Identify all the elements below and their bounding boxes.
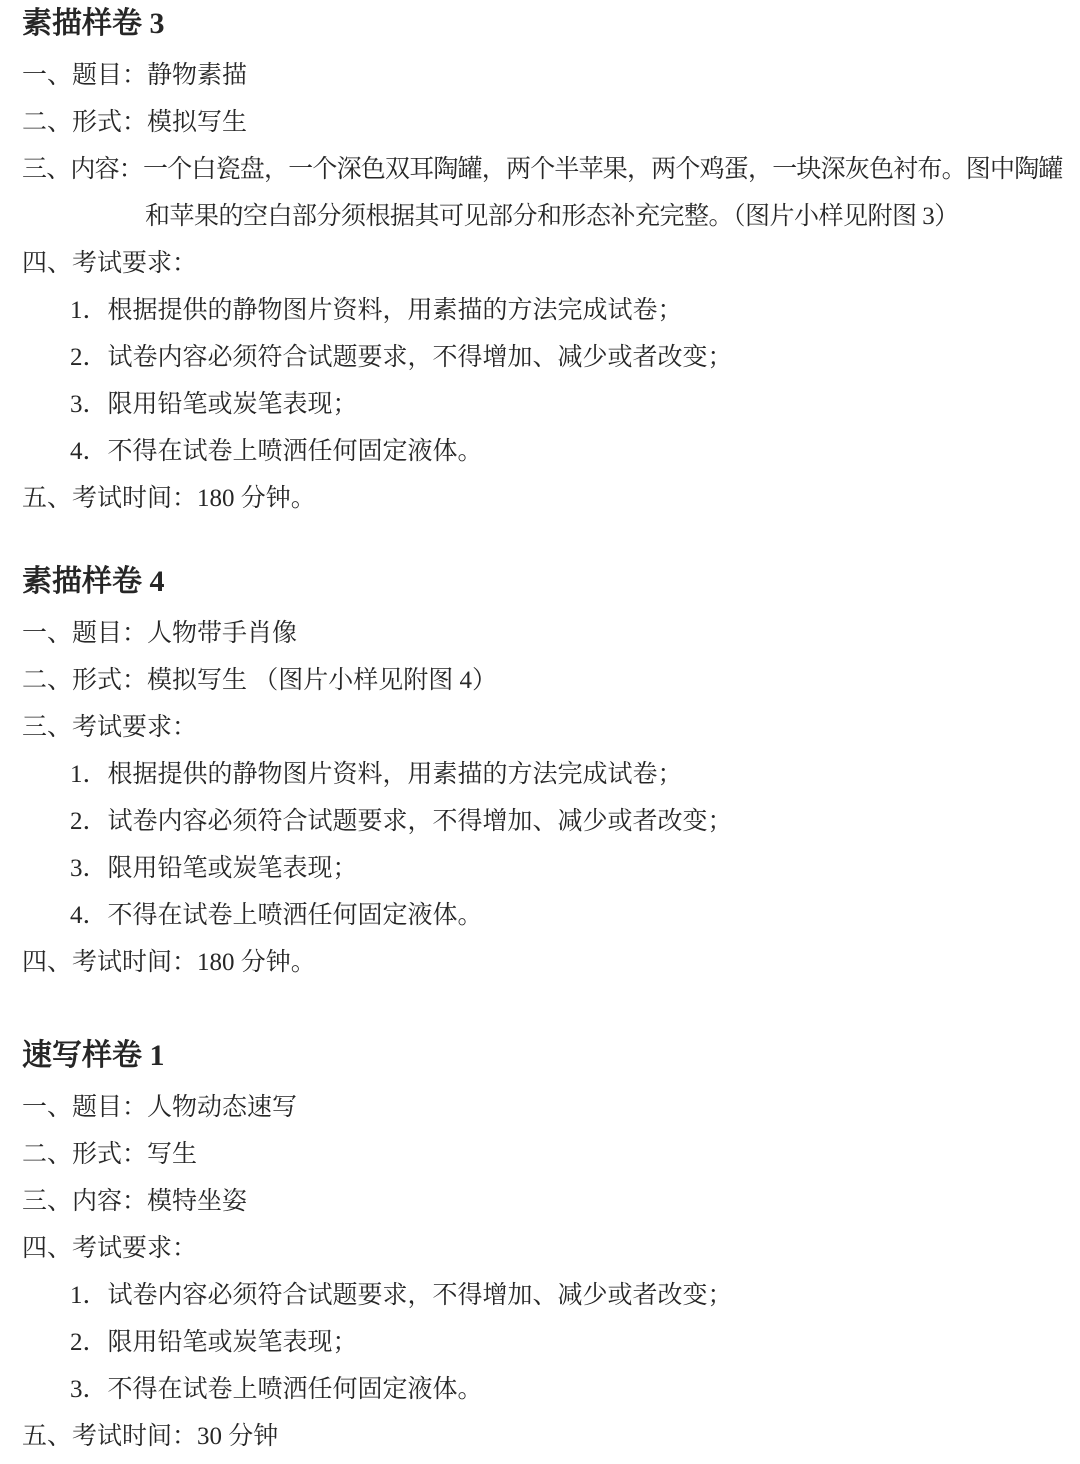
doc-line-duration: 四、考试时间：180 分钟。 xyxy=(22,949,316,976)
doc-line-duration: 五、考试时间：30 分钟 xyxy=(22,1423,279,1450)
section-heading: 速写样卷 1 xyxy=(22,1039,165,1072)
doc-line-req-3: 3．不得在试卷上喷洒任何固定液体。 xyxy=(70,1376,483,1403)
doc-line-requirements: 四、考试要求： xyxy=(22,250,198,277)
doc-line-content-cont: 和苹果的空白部分须根据其可见部分和形态补充完整。（图片小样见附图 3） xyxy=(145,203,959,230)
section-quicksketch-sample-1 xyxy=(22,1038,1064,1460)
doc-line-format: 二、形式：模拟写生 （图片小样见附图 4） xyxy=(22,667,498,694)
doc-line-req-1: 1．根据提供的静物图片资料，用素描的方法完成试卷； xyxy=(70,761,683,788)
doc-line-req-2: 2．试卷内容必须符合试题要求，不得增加、减少或者改变； xyxy=(70,808,733,835)
section-sketch-sample-3 xyxy=(22,6,1064,522)
doc-line-title: 一、题目：人物带手肖像 xyxy=(22,620,298,647)
doc-line-format: 二、形式：模拟写生 xyxy=(22,109,248,136)
doc-line-format: 二、形式：写生 xyxy=(22,1141,198,1168)
doc-line-requirements: 三、考试要求： xyxy=(22,714,198,741)
doc-line-content: 三、内容：模特坐姿 xyxy=(22,1188,248,1215)
doc-line-req-4: 4．不得在试卷上喷洒任何固定液体。 xyxy=(70,438,483,465)
doc-line-title: 一、题目：静物素描 xyxy=(22,62,248,89)
doc-line-req-1: 1．根据提供的静物图片资料，用素描的方法完成试卷； xyxy=(70,297,683,324)
doc-line-duration: 五、考试时间：180 分钟。 xyxy=(22,485,316,512)
section-heading: 素描样卷 4 xyxy=(22,565,165,598)
doc-line-req-3: 3．限用铅笔或炭笔表现； xyxy=(70,391,358,418)
doc-line-requirements: 四、考试要求： xyxy=(22,1235,198,1262)
doc-line-req-2: 2．限用铅笔或炭笔表现； xyxy=(70,1329,358,1356)
doc-line-req-4: 4．不得在试卷上喷洒任何固定液体。 xyxy=(70,902,483,929)
doc-line-content: 三、内容：一个白瓷盘，一个深色双耳陶罐，两个半苹果，两个鸡蛋，一块深灰色衬布。图中陶罐 xyxy=(22,156,1063,183)
doc-line-req-3: 3．限用铅笔或炭笔表现； xyxy=(70,855,358,882)
section-sketch-sample-4 xyxy=(22,564,1064,986)
doc-line-req-2: 2．试卷内容必须符合试题要求，不得增加、减少或者改变； xyxy=(70,344,733,371)
section-heading: 素描样卷 3 xyxy=(22,7,165,40)
doc-line-title: 一、题目：人物动态速写 xyxy=(22,1094,298,1121)
doc-line-req-1: 1．试卷内容必须符合试题要求，不得增加、减少或者改变； xyxy=(70,1282,733,1309)
